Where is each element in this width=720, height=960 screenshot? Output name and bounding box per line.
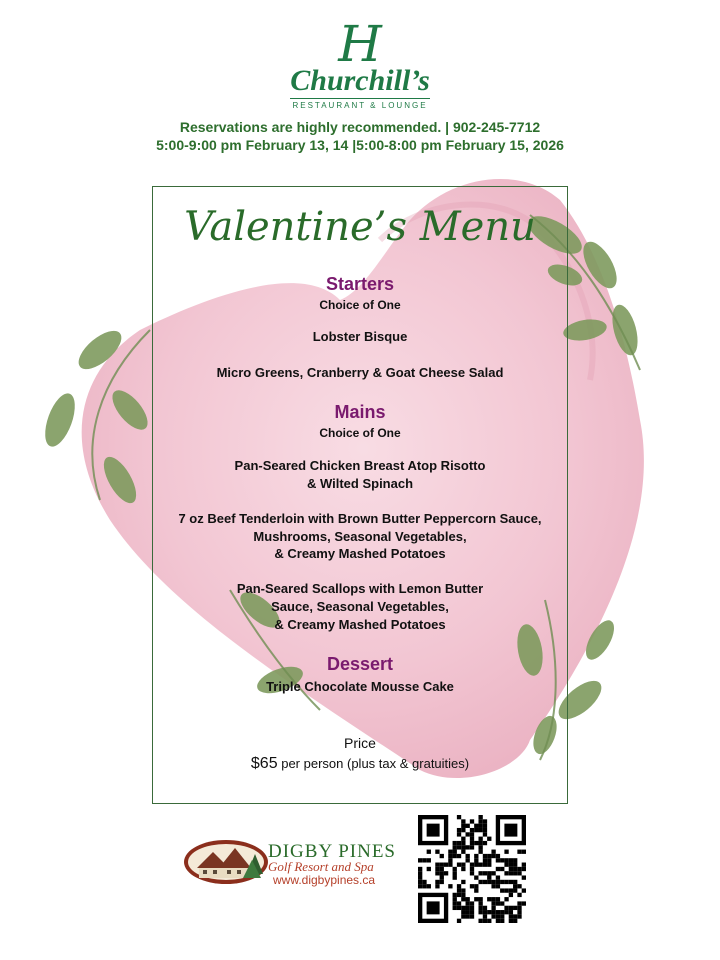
price-unit: per person [281,756,344,771]
churchills-logo-icon: H [338,15,382,73]
menu-item: & Wilted Spinach [306,476,414,491]
menu-item: Pan-Seared Chicken Breast Atop Risotto [234,458,486,473]
brand-name: Churchill’s [290,64,430,97]
logo-divider [290,98,430,99]
menu-item: 7 oz Beef Tenderloin with Brown Butter Peppercorn Sauce, [178,511,542,526]
mains-note: Choice of One [319,426,401,440]
reservation-line: Reservations are highly recommended. | 902-245-7712 [179,119,541,135]
price-note: (plus tax & gratuities) [347,756,470,771]
section-heading-starters: Starters [325,274,395,294]
menu-item: & Creamy Mashed Potatoes [274,617,446,632]
menu-item: Pan-Seared Scallops with Lemon Butter [236,581,484,596]
qr-code-icon[interactable] [418,815,526,923]
price-amount: $65 [250,755,278,772]
starters-note: Choice of One [319,298,401,312]
menu-item: Triple Chocolate Mousse Cake [266,679,454,694]
section-heading-dessert: Dessert [326,654,394,674]
price-line [0,754,720,774]
partner-url-link[interactable]: www.digbypines.ca [273,873,376,887]
menu-item: Mushrooms, Seasonal Vegetables, [253,529,467,544]
menu-title: Valentine’s Menu [184,204,536,250]
digby-pines-lodge-icon [183,834,269,886]
menu-item: Lobster Bisque [312,329,408,344]
menu-item: Micro Greens, Cranberry & Goat Cheese Salad [216,365,504,380]
price-label: Price [344,735,376,751]
menu-item: & Creamy Mashed Potatoes [274,546,446,561]
menu-item: Sauce, Seasonal Vegetables, [271,599,449,614]
brand-subtitle: RESTAURANT & LOUNGE [292,101,428,110]
section-heading-mains: Mains [334,402,386,422]
partner-name: DIGBY PINES [268,841,396,862]
hours-line: 5:00-9:00 pm February 13, 14 |5:00-8:00 pm February 15, 2026 [156,137,564,153]
partner-tagline: Golf Resort and Spa [268,859,374,874]
